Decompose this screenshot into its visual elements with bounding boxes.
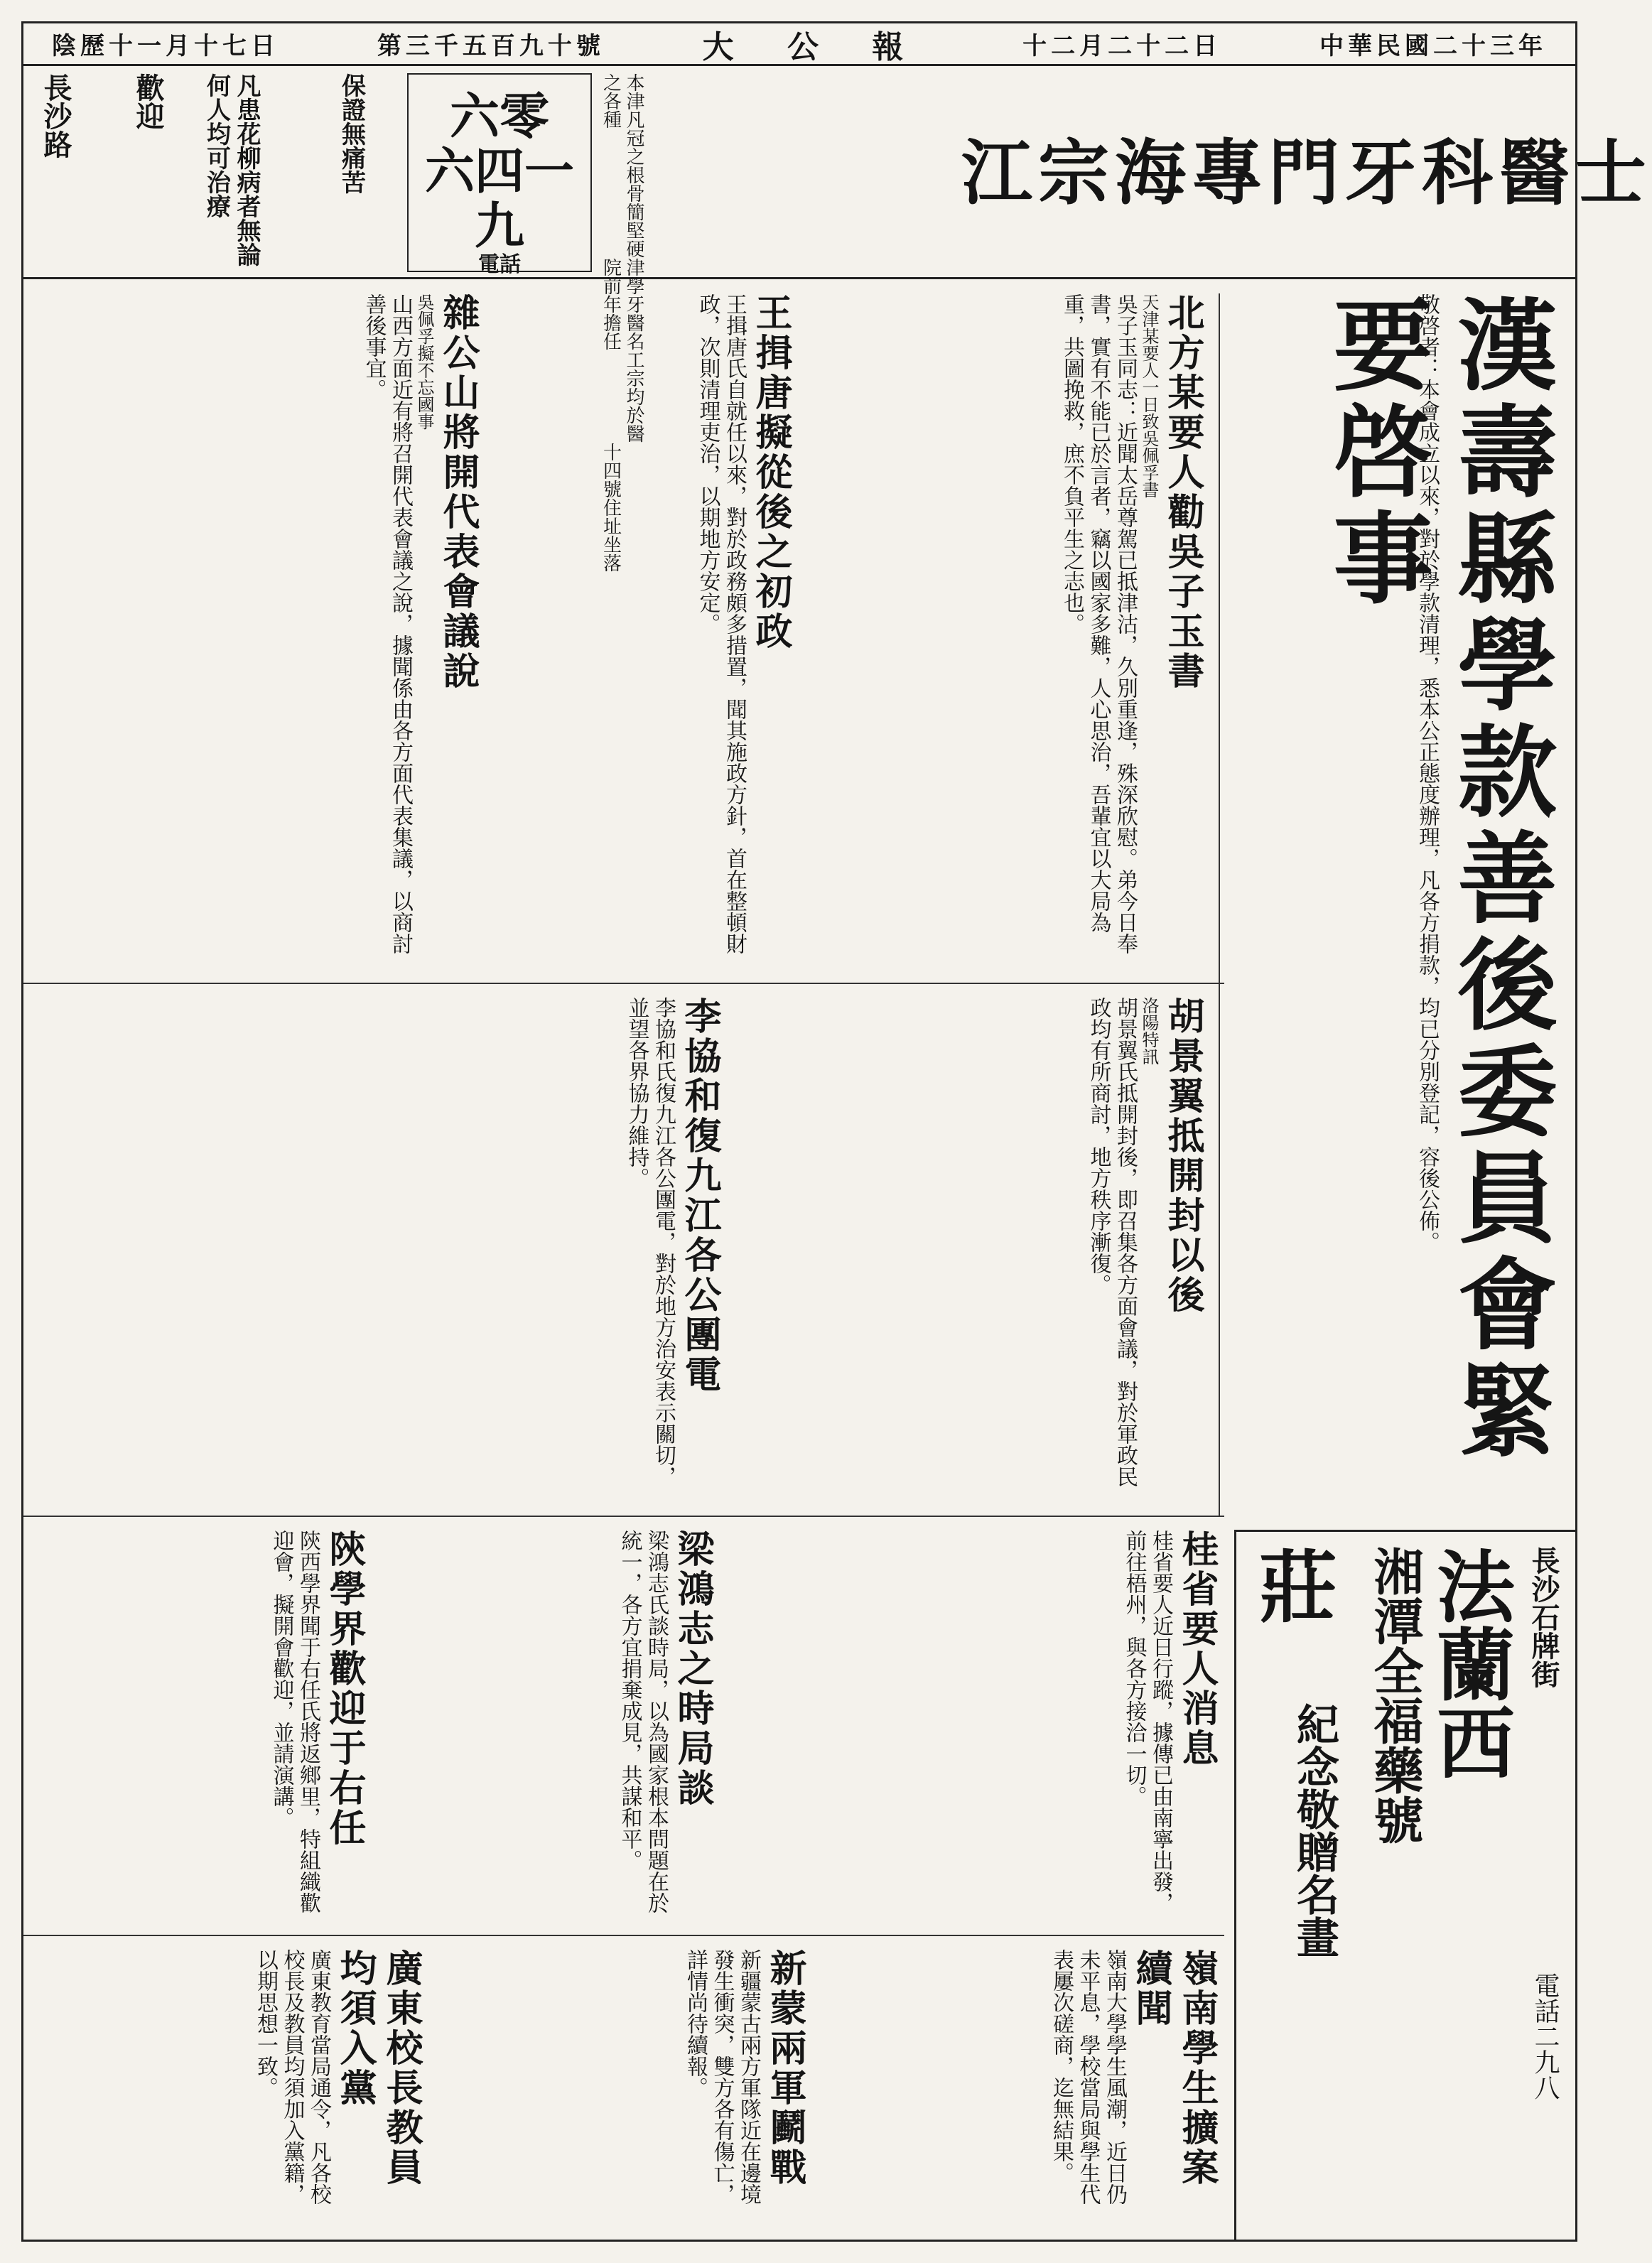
article-5-title: 李協和復九江各公團電 xyxy=(678,997,721,1395)
article-3-byline: 吳佩孚擬不忘國事 xyxy=(414,293,434,430)
masthead-date: 十二月二十二日 xyxy=(1022,32,1222,60)
article-6 xyxy=(374,1530,716,1928)
article-10-body: 新疆蒙古兩方軍隊近在邊境發生衝突，雙方各有傷亡，詳情尚待續報。 xyxy=(683,1949,761,2205)
article-4-body: 胡景翼氏抵開封後，即召集各方面會議，對於軍政民政均有所商討，地方秩序漸復。 xyxy=(1086,997,1138,1487)
article-1-title: 北方某要人勸吳子玉書 xyxy=(1161,293,1204,691)
ad-clinic-detail-text: 十四號住址坐落 xyxy=(600,443,622,572)
article-7-title: 桂省要人消息 xyxy=(1175,1530,1219,1768)
article-2 xyxy=(495,293,794,976)
ad-clinic-small-text: 凡患花柳病者無論何人均可治療 xyxy=(202,73,261,266)
row-divider xyxy=(23,983,1224,984)
ad-clinic-small2-text: 保證無痛苦 xyxy=(337,73,366,194)
ad-phone-prefix: 六零 xyxy=(450,87,549,146)
ad-clinic-small2 xyxy=(336,73,400,272)
row-divider-3 xyxy=(23,1935,1224,1936)
article-5 xyxy=(41,997,723,1508)
article-1-body: 吳子玉同志：近聞太岳尊駕已抵津沽，久別重逢，殊深欣慰。弟今日奉書，實有不能已於言者，竊以國家多難，人心思治，吾輩宜以大局為重，共圖挽救，庶不負平生之志也。 xyxy=(1059,293,1138,954)
article-10 xyxy=(438,1949,808,2233)
side-ad-phone: 電話二九八 xyxy=(1530,1972,1560,2100)
article-3-title: 雜公山將開代表會議說 xyxy=(436,293,480,691)
newspaper-page xyxy=(21,21,1652,2242)
masthead-year: 中華民國二十三年 xyxy=(1319,32,1547,60)
article-9-title: 嶺南學生擴案續聞 xyxy=(1129,1949,1219,2188)
article-4-title: 胡景翼抵開封以後 xyxy=(1161,997,1204,1315)
column-divider xyxy=(1219,293,1220,1516)
article-2-body: 王揖唐氏自就任以來，對於政務頗多措置，聞其施政方針，首在整頓財政，次則清理吏治，以期地方安定。 xyxy=(695,293,747,954)
article-8 xyxy=(41,1530,367,1928)
article-11-body: 廣東教育當局通令，凡各校校長及教員均須加入黨籍，以期思想一致。 xyxy=(253,1949,331,2205)
paper-title: 大 公 報 xyxy=(702,28,925,65)
article-8-body: 陝西學界聞于右任氏將返鄉里，特組織歡迎會，擬開會歡迎，並請演講。 xyxy=(269,1530,320,1913)
masthead-weekday: 陰歷十一月十七日 xyxy=(52,32,279,60)
ad-welcome-text: 歡迎 xyxy=(131,73,165,130)
article-7-body: 桂省要人近日行蹤，據傳已由南寧出發，前往梧州，與各方接洽一切。 xyxy=(1121,1530,1173,1913)
article-2-title: 王揖唐擬從後之初政 xyxy=(749,293,792,652)
side-ad-subtitle: 湘潭全福藥號 xyxy=(1366,1546,1425,1845)
article-6-title: 梁鴻志之時局談 xyxy=(671,1530,714,1808)
article-6-body: 梁鴻志氏談時局，以為國家根本問題在於統一，各方宜捐棄成見，共謀和平。 xyxy=(617,1530,669,1913)
article-4-byline: 洛陽特訊 xyxy=(1139,997,1159,1065)
notice-title: 漢壽縣學款善後委員會緊要啓事 xyxy=(1317,293,1557,1466)
ad-phone-label: 電話 xyxy=(478,252,521,277)
article-3-body: 山西方面近有將召開代表會議之說，據聞係由各方面代表集議，以商討善後事宜。 xyxy=(361,293,413,954)
ad-place-text: 長沙路 xyxy=(39,73,72,158)
ad-welcome xyxy=(130,73,194,272)
article-9 xyxy=(822,1949,1220,2233)
article-7 xyxy=(723,1530,1220,1928)
side-ad-shop: 莊 xyxy=(1246,1546,1338,1624)
ad-phone-number: 六四一九 xyxy=(425,141,574,255)
side-ad-shop2: 紀念敬贈名畫 xyxy=(1290,1702,1339,1958)
ad-place xyxy=(38,73,123,272)
ad-phone xyxy=(407,73,592,277)
article-11 xyxy=(41,1949,424,2233)
masthead-issue: 第三千五百九十號 xyxy=(377,32,605,60)
ad-clinic-headline-text: 江宗海專門牙科醫士 xyxy=(961,131,1652,215)
ad-clinic-notes-text: 本津凡冠之根骨簡堅硬之各種 xyxy=(600,73,644,258)
article-3 xyxy=(41,293,481,976)
ad-clinic-headline xyxy=(961,73,1652,272)
article-1 xyxy=(808,293,1206,976)
masthead xyxy=(23,23,1575,66)
ad-clinic-notes2-text: 津學牙醫名工宗均於醫院前年擔任 xyxy=(600,258,644,443)
article-8-title: 陝學界歡迎于右任 xyxy=(323,1530,366,1848)
article-11-title: 廣東校長教員均須入黨 xyxy=(333,1949,423,2188)
article-4 xyxy=(737,997,1206,1508)
side-ads xyxy=(1234,1530,1575,2240)
article-1-byline: 天津某要人一日致吳佩孚書 xyxy=(1139,293,1159,498)
article-10-title: 新蒙兩軍鬬戰 xyxy=(763,1949,806,2188)
notice-body: 敬啓者：本會成立以來，對於學款清理，悉本公正態度辦理，凡各方捐款，均已分別登記，容後公佈。 xyxy=(1415,293,1440,1253)
article-5-body: 李協和氏復九江各公團電，對於地方治安表示關切，並望各界協力維持。 xyxy=(624,997,676,1487)
article-9-body: 嶺南大學學生風潮，近日仍未平息，學校當局與學生代表屢次磋商，迄無結果。 xyxy=(1049,1949,1127,2205)
side-ad-label: 長沙石牌街 xyxy=(1527,1546,1560,1688)
row-divider-2 xyxy=(23,1516,1224,1517)
side-ad-title: 法蘭西 xyxy=(1424,1546,1516,1781)
ad-clinic-small xyxy=(201,73,329,272)
